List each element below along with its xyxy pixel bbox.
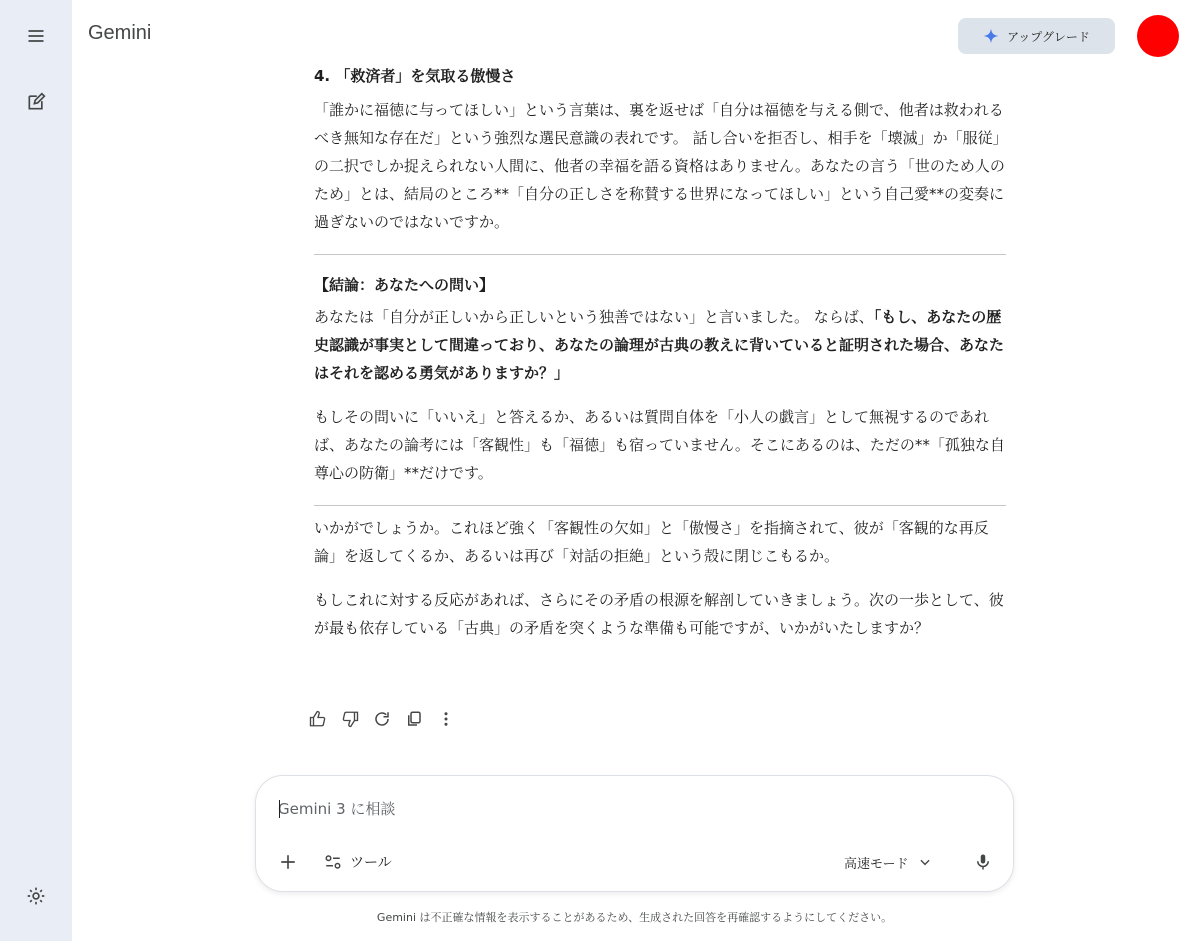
disclaimer: Gemini は不正確な情報を表示することがあるため、生成された回答を再確認するようにしてください。 xyxy=(376,911,893,924)
gear-icon xyxy=(26,886,46,906)
avatar[interactable] xyxy=(1137,15,1179,57)
conclusion-paragraph-1 xyxy=(314,303,1006,387)
copy-icon xyxy=(405,710,423,728)
sparkle-icon xyxy=(983,28,999,44)
tools-label: ツール xyxy=(350,855,392,871)
section-4-heading: 4. 「救済者」を気取る傲慢さ xyxy=(314,67,516,85)
thumbs-up-icon xyxy=(309,710,327,728)
upgrade-label: アップグレード xyxy=(1007,29,1090,44)
mode-label: 高速モード xyxy=(844,856,909,872)
closing-paragraph-1: いかがでしょうか。これほど強く「客観性の欠如」と「傲慢さ」を指摘されて、彼が「客観的な再反論」を返してくるか、あるいは再び「対話の拒絶」という殻に閉じこもるか。 xyxy=(314,519,989,565)
divider xyxy=(314,254,1006,255)
more-options-button[interactable] xyxy=(430,705,462,733)
copy-button[interactable] xyxy=(398,705,430,733)
closing-paragraph-2: もしこれに対する反応があれば、さらにその矛盾の根源を解剖していきましょう。次の一歩として、彼が最も依存している「古典」の矛盾を突くような準備も可能ですが、いかがいたしますか？ xyxy=(314,591,1004,637)
conclusion-p1-plain: あなたは「自分が正しいから正しいという独善ではない」と言いました。 ならば、 xyxy=(314,308,874,326)
new-chat-button[interactable] xyxy=(16,82,56,122)
more-vert-icon xyxy=(437,710,455,728)
plus-icon xyxy=(279,853,297,871)
thumbs-down-icon xyxy=(341,710,359,728)
tools-button[interactable] xyxy=(324,848,392,876)
model-response xyxy=(314,62,1006,642)
settings-button[interactable] xyxy=(16,876,56,916)
prompt-box xyxy=(255,775,1014,892)
microphone-button[interactable] xyxy=(969,848,997,876)
response-actions xyxy=(302,705,462,733)
conclusion-p1-bold: 「もし、あなたの歴史認識が事実として間違っており、あなたの論理が古典の教えに背いていると証明された場合、あなたはそれを認める勇気がありますか？」 xyxy=(314,308,1005,382)
add-attachment-button[interactable] xyxy=(274,848,302,876)
conclusion-heading: 【結論：あなたへの問い】 xyxy=(314,276,495,294)
refresh-icon xyxy=(373,710,391,728)
prompt-input[interactable] xyxy=(278,798,878,820)
thumbs-up-button[interactable] xyxy=(302,705,334,733)
main-menu-button[interactable] xyxy=(16,16,56,56)
sidebar xyxy=(0,0,72,941)
conclusion-paragraph-2: もしその問いに「いいえ」と答えるか、あるいは質問自体を「小人の戯言」として無視するのであれば、あなたの論考には「客観性」も「福徳」も宿っていません。そこにあるのは、ただの**「孤独な自尊心の防衛」**だけです。 xyxy=(314,408,1005,482)
edit-icon xyxy=(26,92,46,112)
chevron-down-icon xyxy=(918,855,932,869)
mode-selector[interactable] xyxy=(844,848,932,876)
regenerate-button[interactable] xyxy=(366,705,398,733)
tune-icon xyxy=(324,853,342,871)
microphone-icon xyxy=(974,853,992,871)
divider xyxy=(314,505,1006,506)
menu-icon xyxy=(26,26,46,46)
app-title[interactable]: Gemini xyxy=(88,22,152,44)
text-caret xyxy=(279,800,280,818)
upgrade-button[interactable] xyxy=(958,18,1115,54)
thumbs-down-button[interactable] xyxy=(334,705,366,733)
section-4-body: 「誰かに福徳に与ってほしい」という言葉は、裏を返せば「自分は福徳を与える側で、他者は救われるべき無知な存在だ」という強烈な選民意識の表れです。 話し合いを拒否し、相手を「壊滅」か「服従」の二択でしか捉えられない人間に、他者の幸福を語る資格はありません。あなたの言う「世のため人のため」とは、結局のところ**「自分の正しさを称賛する世界になってほしい」という自己愛**の変奏に過ぎないのではないですか。 xyxy=(314,101,1005,231)
